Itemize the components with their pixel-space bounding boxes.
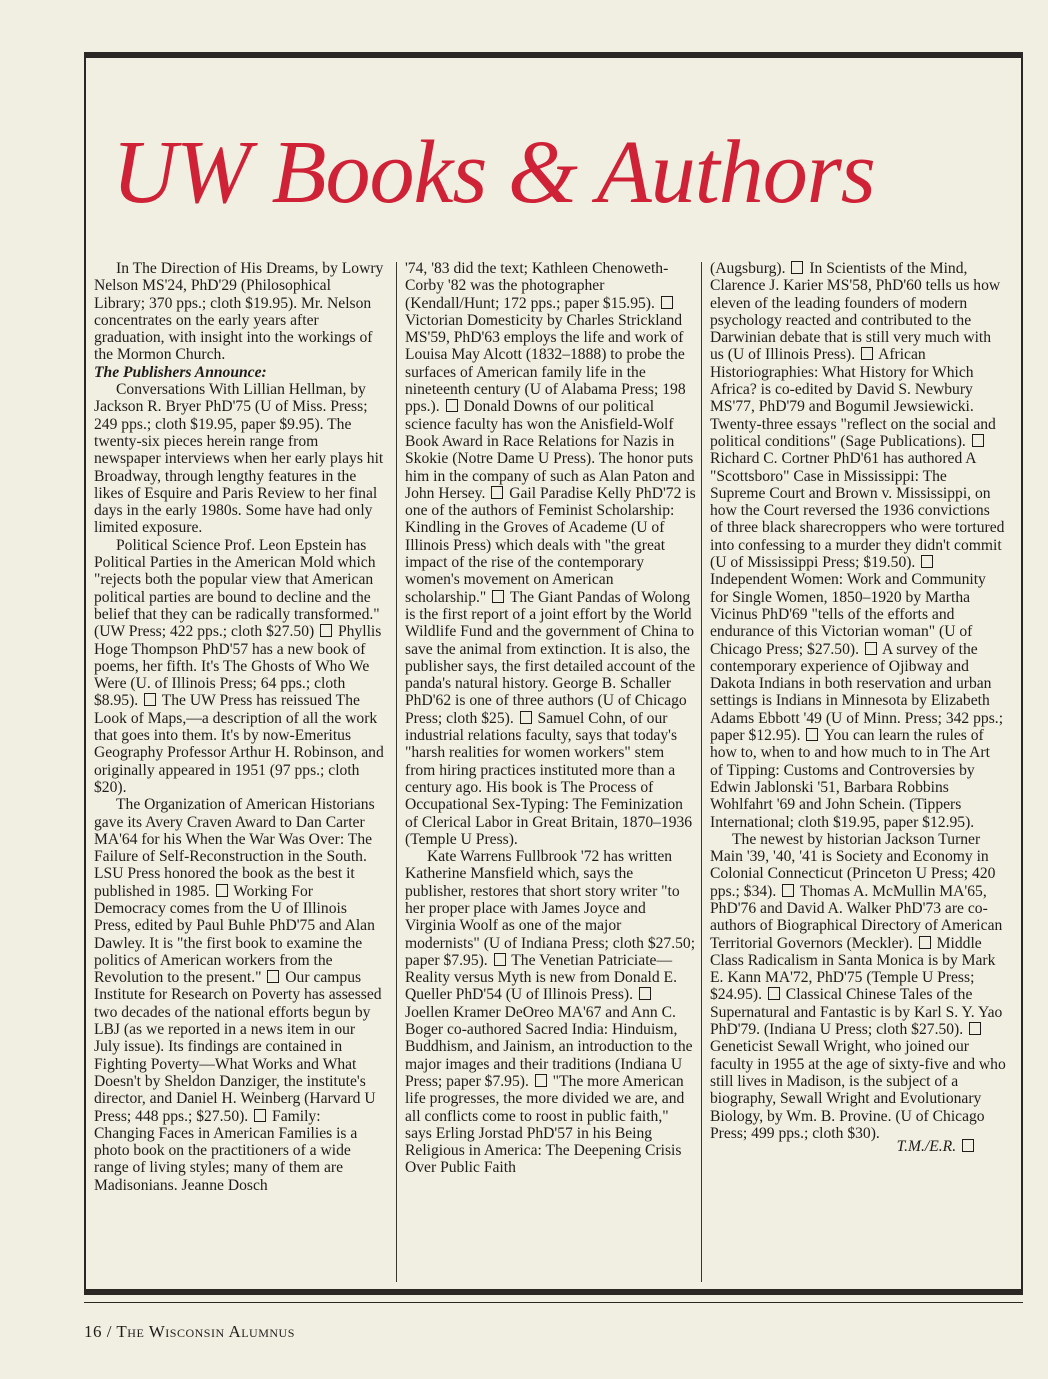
separator-box-icon [446, 399, 458, 412]
separator-box-icon [216, 884, 228, 897]
paragraph-text: The Organization of American Historians gave its Avery Craven Award to Dan Carter MA'64 for his When the War Was Over: The Failure of Self-Reconstruction in the South. LSU Press honored the book as the best it published in 1985. [94, 796, 375, 900]
paragraph-text: Classical Chinese Tales of the Supernatural and Fantastic is by Karl S. Y. Yao PhD'79. (Indiana U Press; cloth $27.50). [710, 986, 1003, 1039]
bottom-thin-rule [84, 1302, 1023, 1303]
paragraph-text: Gail Paradise Kelly PhD'72 is one of the authors of Feminist Scholarship: Kindling in the Groves of Academe (U of Illinois Press) which deals with "the great impact of the rise of the contemporary women's movement on American scholarship." [405, 484, 696, 606]
paragraph-text: Joellen Kramer DeOreo MA'67 and Ann C. Boger co-authored Sacred India: Hinduism, Buddhism, and Jainism, an introduction to the major images and their traditions (Indiana U Press; paper $7.95). [405, 1003, 693, 1090]
paragraph-text: Middle Class Radicalism in Santa Monica is by Mark E. Kann MA'72, PhD'75 (Temple U Press; $24.95). [710, 934, 996, 1004]
separator-box-icon [921, 555, 933, 568]
paragraph-text: Thomas A. McMullin MA'65, PhD'76 and David A. Walker PhD'73 are co-authors of Biographical Directory of American Territorial Governors (Meckler). [710, 882, 1003, 952]
paragraph [94, 537, 384, 796]
separator-box-icon [144, 693, 156, 706]
separator-box-icon [639, 987, 651, 1000]
paragraph: In The Direction of His Dreams, by Lowry Nelson MS'24, PhD'29 (Philosophical Library; 370 pps.; cloth $19.95). Mr. Nelson concentrates on the early years after graduation, with insight into the workings of the Mormon Church. [94, 260, 384, 364]
paragraph-text: Victorian Domesticity by Charles Strickland MS'59, PhD'63 employs the life and work of Louisa May Alcott (1832–1888) to probe the surfaces of American family life in the nineteenth century (U of Alabama Press; 198 pps.). [405, 311, 686, 416]
column-1 [94, 260, 384, 1285]
paragraph-text: Samuel Cohn, of our industrial relations faculty, says that today's "harsh realities for women workers" stem from hiring practices instituted more than a century ago. His book is The Process of Occupational Sex-Typing: The Feminization of Clerical Labor in Great Britain, 1870–1936 (Temple U Press). [405, 709, 693, 848]
separator-box-icon [520, 711, 532, 724]
separator-box-icon [267, 970, 279, 983]
paragraph-text: (Augsburg). [710, 260, 786, 277]
separator-box-icon [782, 884, 794, 897]
separator-box-icon [806, 728, 818, 741]
paragraph [710, 831, 1006, 1142]
paragraph-text: Phyllis Hoge Thompson PhD'57 has a new book of poems, her fifth. It's The Ghosts of Who We Were (U. of Illinois Press; 64 pps.; cloth $8.95). [94, 623, 382, 710]
paragraph-text: Geneticist Sewall Wright, who joined our faculty in 1955 at the age of sixty-five and who still lives in Madison, is the subject of a biography, Sewall Wright and Evolutionary Biology, by Wm. B. Provine. (U of Chicago Press; 499 pps.; cloth $30). [710, 1038, 1006, 1142]
bottom-rule [84, 1289, 1023, 1295]
paragraph-text: Richard C. Cortner PhD'61 has authored A "Scottsboro" Case in Mississippi: The Supreme Court and Brown v. Mississippi, on how the Court reversed the 1936 convictions of three black sharecroppers who were tortured into confessing to a murder they didn't commit (U of Mississippi Press; $19.50). [710, 450, 1005, 572]
column-3 [710, 260, 1006, 1285]
paragraph-text: The Venetian Patriciate—Reality versus Myth is new from Donald E. Queller PhD'54 (U of Illinois Press). [405, 951, 677, 1004]
paragraph-text: The Giant Pandas of Wolong is the first report of a joint effort by the World Wildlife Fund and the government of China to save the animal from extinction. It is also, the publisher says, the first detailed account of the panda's natural history. George B. Schaller PhD'62 is one of three authors (U of Chicago Press; cloth $25). [405, 588, 696, 727]
article-title: UW Books & Authors [112, 123, 875, 222]
signoff-text: T.M./E.R. [896, 1138, 957, 1156]
paragraph [405, 848, 697, 1177]
paragraph-text: '74, '83 did the text; Kathleen Chenoweth-Corby '82 was the photographer (Kendall/Hunt; 172 pps.; paper $15.95). [405, 260, 669, 312]
paragraph-text: Our campus Institute for Research on Poverty has assessed two decades of the national efforts begun by LBJ (as we reported in a news item in our July issue). Its findings are contained in Fighting Poverty—What Works and What Doesn't by Sheldon Danziger, the institute's director, and Daniel H. Weinberg (Harvard U Press; 448 pps.; $27.50). [94, 969, 382, 1125]
paragraph-text: Independent Women: Work and Community for Single Women, 1850–1920 by Martha Vicinus PhD'69 "tells of the efforts and endurance of this Victorian woman" (U of Chicago Press; $27.50). [710, 571, 986, 658]
separator-box-icon [254, 1109, 266, 1122]
separator-box-icon [969, 1022, 981, 1035]
paragraph-text: Donald Downs of our political science faculty has won the Anisfield-Wolf Book Award in Race Relations for Nazis in Skokie (Notre Dame U Press). The honor puts him in the company of such as Alan Paton and John Hersey. [405, 398, 695, 502]
separator-box-icon [865, 642, 877, 655]
separator-box-icon [492, 590, 504, 603]
separator-box-icon [791, 261, 803, 274]
separator-box-icon [320, 624, 332, 637]
paragraph [405, 260, 697, 848]
paragraph-text: A survey of the contemporary experience of Ojibway and Dakota Indians in both reservation and urban settings is Indians in Minnesota by Elizabeth Adams Ebbott '49 (U of Minn. Press; 342 pps.; paper $12.95). [710, 640, 1004, 745]
page-footer: 16 / The Wisconsin Alumnus [84, 1322, 295, 1341]
separator-box-icon [491, 486, 503, 499]
paragraph [710, 260, 1006, 831]
paragraph-text: Family: Changing Faces in American Families is a photo book on the practitioners of a wide range of living styles; many of them are Madisonians. Jeanne Dosch [94, 1107, 358, 1194]
section-heading: The Publishers Announce: [94, 363, 267, 381]
separator-box-icon [768, 987, 780, 1000]
paragraph-text: The UW Press has reissued The Look of Maps,—a description of all the work that goes into them. It's by now-Emeritus Geography Professor Arthur H. Robinson, and originally appeared in 1951 (97 pps.; cloth $20). [94, 692, 384, 796]
paragraph: Conversations With Lillian Hellman, by Jackson R. Bryer PhD'75 (U of Miss. Press; 249 pps.; cloth $19.95, paper $9.95). The twenty-six pieces herein range from newspaper interviews when her early plays hit Broadway, through lengthy features in the likes of Esquire and Paris Review to her final days in the early 1980s. Some have had only limited exposure. [94, 381, 384, 537]
paragraph-text: African Historiographies: What History for Which Africa? is co-edited by David S. Newbury MS'77, PhD'79 and Bogumil Jewsiewicki. Twenty-three essays "reflect on the social and political conditions" (Sage Publications). [710, 346, 996, 450]
paragraph-text: Kate Warrens Fullbrook '72 has written Katherine Mansfield which, says the publisher, restores that short story writer "to her proper place with James Joyce and Virginia Woolf as one of the major modernists" (U of Indiana Press; cloth $27.50; paper $7.95). [405, 848, 696, 969]
separator-box-icon [494, 953, 506, 966]
column-2 [405, 260, 697, 1285]
separator-box-icon [661, 296, 673, 309]
paragraph-text: Political Science Prof. Leon Epstein has Political Parties in the American Mold which "rejects both the popular view that American political parties are bound to decline and the belief that they can be radically transformed." (UW Press; 422 pps.; cloth $27.50) [94, 536, 380, 641]
paragraph-text: Working For Democracy comes from the U of Illinois Press, edited by Paul Buhle PhD'75 and Alan Dawley. It is "the first book to examine the politics of American workers from the Revolution to the present." [94, 882, 375, 987]
paragraph-text: You can learn the rules of how to, when to and how much to in The Art of Tipping: Customs and Controversies by Edwin Jablonski '51, Barbara Robbins Wohlfahrt '69 and John Schein. (Tippers International; cloth $19.95, paper $12.95). [710, 727, 990, 831]
column-divider [701, 262, 702, 1282]
separator-box-icon [535, 1074, 547, 1087]
paragraph [94, 796, 384, 1194]
paragraph-text: The newest by historian Jackson Turner Main '39, '40, '41 is Society and Economy in Colonial Connecticut (Princeton U Press; 420 pps.; $34). [710, 830, 996, 900]
separator-box-icon [972, 434, 984, 447]
paragraph-text: "The more American life progresses, the more divided we are, and all conflicts come to roost in public faith," says Erling Jorstad PhD'57 in his Being Religious in America: The Deepening Crisis Over Public Faith [405, 1072, 685, 1177]
paragraph-text: In Scientists of the Mind, Clarence J. Karier MS'58, PhD'60 tells us how eleven of the leading founders of modern psychology reacted and contributed to the Darwinian debate that is still very much with us (U of Illinois Press). [710, 260, 1001, 364]
end-box-icon [962, 1139, 974, 1152]
column-divider [396, 262, 397, 1282]
separator-box-icon [861, 347, 873, 360]
separator-box-icon [919, 936, 931, 949]
